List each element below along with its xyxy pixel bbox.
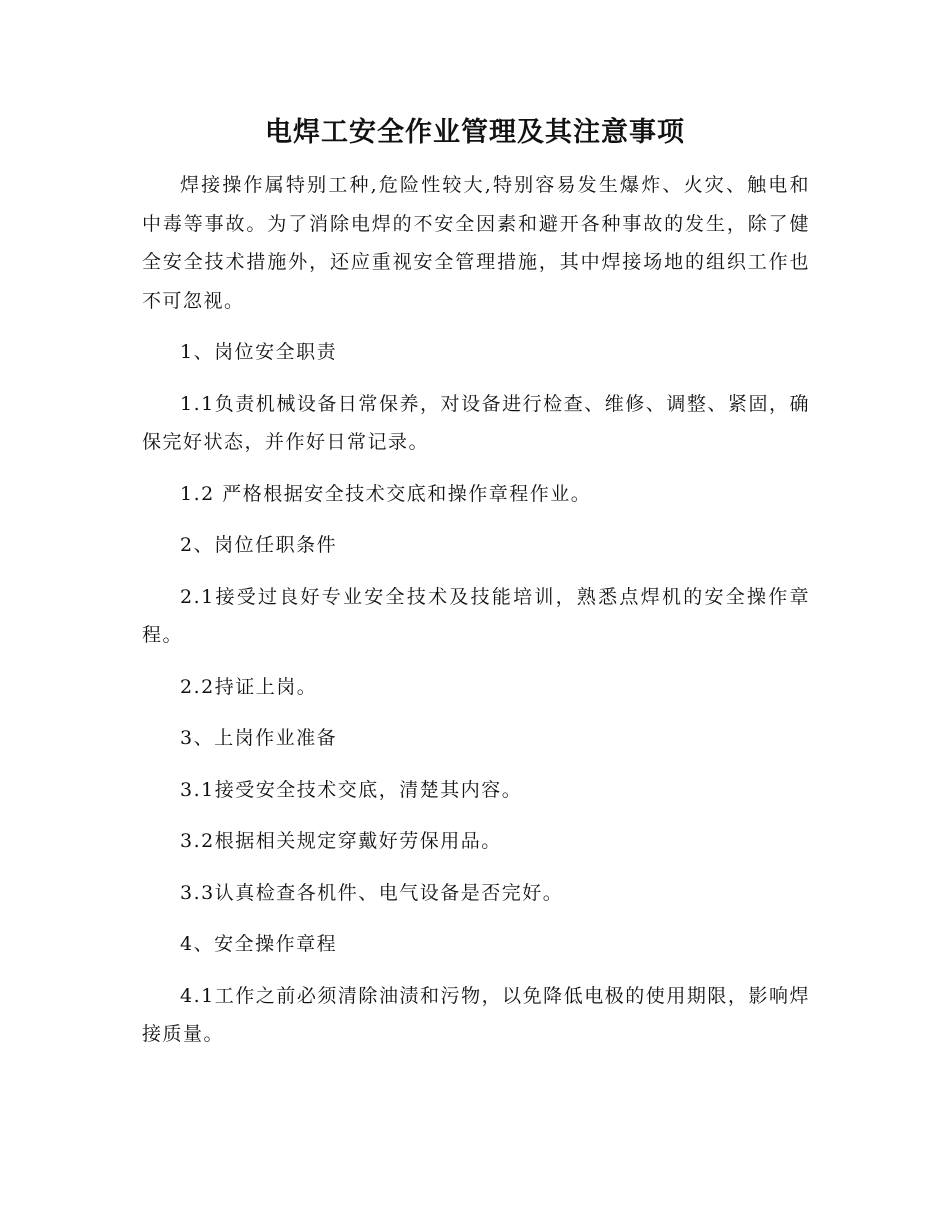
clause-2-1: 2.1接受过良好专业安全技术及技能培训，熟悉点焊机的安全操作章程。 — [142, 585, 810, 646]
document-title: 电焊工安全作业管理及其注意事项 — [265, 117, 685, 148]
clause-4-1: 4.1工作之前必须清除油渍和污物，以免降低电极的使用期限，影响焊接质量。 — [142, 984, 810, 1045]
section-heading-4: 4、安全操作章程 — [180, 933, 338, 955]
clause-3-3: 3.3认真检查各机件、电气设备是否完好。 — [180, 881, 564, 904]
clause-2-2: 2.2持证上岗。 — [180, 675, 318, 698]
section-heading-3: 3、上岗作业准备 — [180, 727, 338, 749]
section-heading-1: 1、岗位安全职责 — [180, 341, 338, 363]
clause-1-2: 1.2 严格根据安全技术交底和操作章程作业。 — [180, 482, 592, 505]
document-body — [142, 166, 810, 1054]
clause-1-1: 1.1负责机械设备日常保养，对设备进行检查、维修、调整、紧固，确保完好状态，并作好日常记录。 — [142, 392, 810, 453]
intro-paragraph: 焊接操作属特别工种,危险性较大,特别容易发生爆炸、火灾、触电和中毒等事故。为了消除电焊的不安全因素和避开各种事故的发生，除了健全安全技术措施外，还应重视安全管理措施，其中焊接场地的组织工作也不可忽视。 — [142, 174, 810, 312]
section-heading-2: 2、岗位任职条件 — [180, 534, 338, 556]
clause-3-1: 3.1接受安全技术交底，清楚其内容。 — [180, 778, 523, 801]
clause-3-2: 3.2根据相关规定穿戴好劳保用品。 — [180, 830, 502, 852]
